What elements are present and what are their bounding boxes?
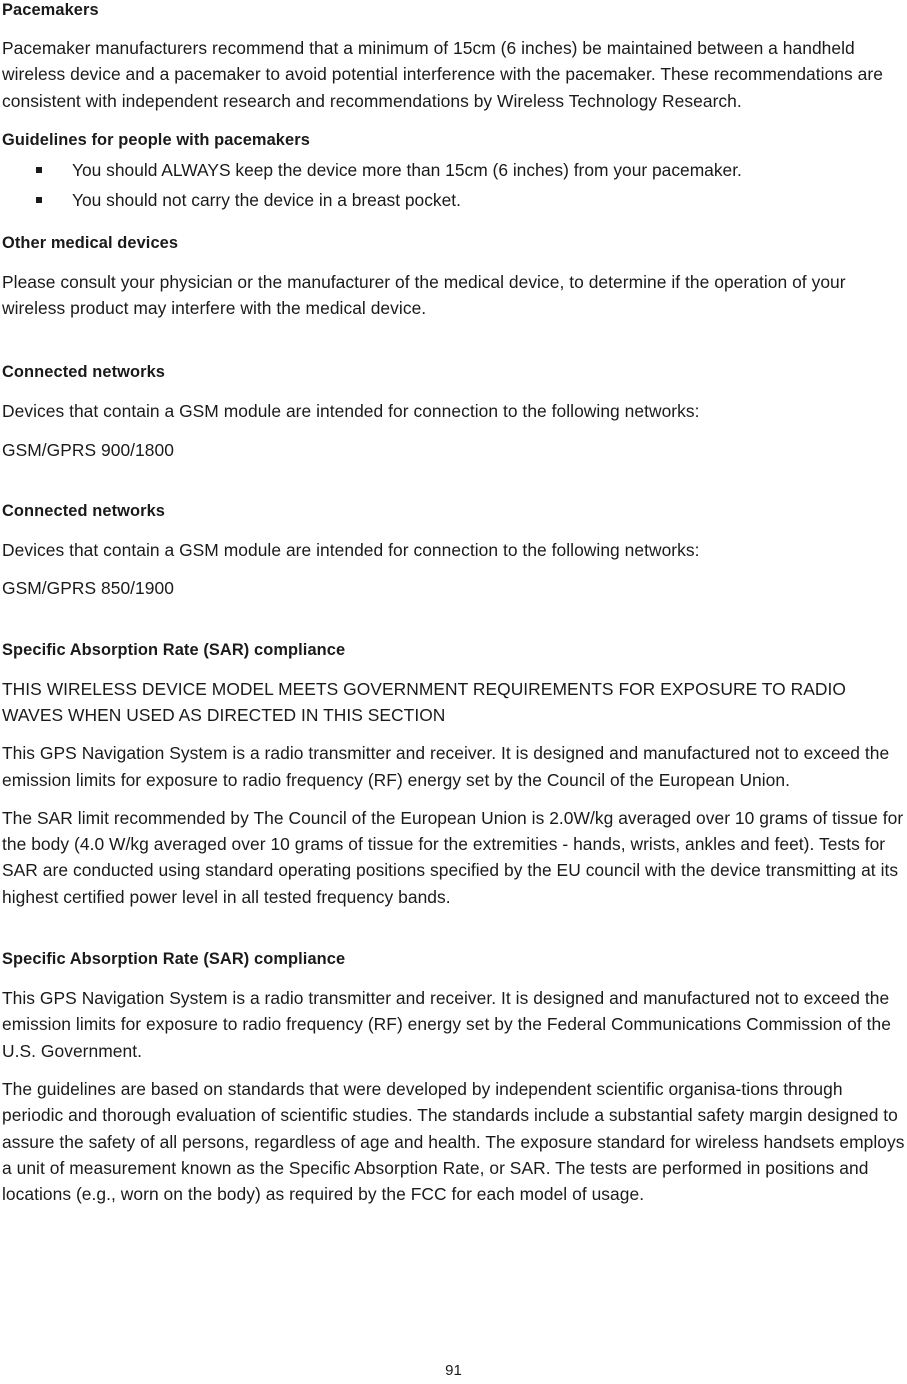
- list-item: [2, 155, 905, 185]
- section-paragraph: Devices that contain a GSM module are intended for connection to the following networks:: [2, 401, 700, 422]
- section-paragraph: The SAR limit recommended by The Council of the European Union is 2.0W/kg averaged over 10 grams of tissue for the body (4.0 W/kg averaged over 10 grams of tissue for the extremities - hands, wrists, ankles and feet). Tests for SAR are conducted using standard operating positions specified by the EU council with the device transmitting at its highest certified power level in all tested frequency bands.: [2, 807, 904, 907]
- section-heading: Guidelines for people with pacemakers: [2, 130, 310, 149]
- list-item-text: You should not carry the device in a breast pocket.: [72, 189, 461, 210]
- page-number: 91: [445, 1362, 462, 1379]
- section-heading: Other medical devices: [2, 233, 179, 252]
- section-guidelines: [2, 130, 905, 215]
- compliance-notice: THIS WIRELESS DEVICE MODEL MEETS GOVERNMENT REQUIREMENTS FOR EXPOSURE TO RADIO WAVES WHEN USED AS DIRECTED IN THIS SECTION: [2, 678, 846, 725]
- section-paragraph: Devices that contain a GSM module are intended for connection to the following networks:: [2, 540, 700, 561]
- section-pacemakers: [2, 0, 905, 114]
- list-item: [2, 185, 905, 215]
- section-heading: Connected networks: [2, 363, 166, 382]
- section-heading: Specific Absorption Rate (SAR) compliance: [2, 640, 346, 659]
- bullet-list: [2, 155, 905, 215]
- bullet-icon: [36, 197, 42, 203]
- network-bands: GSM/GPRS 900/1800: [2, 439, 174, 460]
- section-other-medical: [2, 233, 905, 322]
- section-paragraph: The guidelines are based on standards that were developed by independent scientific organisa-tions through periodic and thorough evaluation of scientific studies. The standards include a substantial safety margin designed to assure the safety of all persons, regardless of age and health. The exposure standard for wireless handsets employs a unit of measurement known as the Specific Absorption Rate, or SAR. The tests are performed in positions and locations (e.g., worn on the body) as required by the FCC for each model of usage.: [2, 1078, 905, 1205]
- section-networks-us: [2, 501, 905, 602]
- section-sar-us: [2, 949, 905, 1207]
- section-heading: Connected networks: [2, 502, 166, 521]
- section-paragraph: This GPS Navigation System is a radio transmitter and receiver. It is designed and manufactured not to exceed the emission limits for exposure to radio frequency (RF) energy set by the Federal Communications Commission of the U.S. Government.: [2, 988, 891, 1061]
- section-heading: Pacemakers: [2, 1, 99, 19]
- network-bands: GSM/GPRS 850/1900: [2, 578, 174, 599]
- bullet-icon: [36, 167, 42, 173]
- list-item-text: You should ALWAYS keep the device more than 15cm (6 inches) from your pacemaker.: [72, 159, 742, 180]
- section-heading: Specific Absorption Rate (SAR) compliance: [2, 950, 346, 969]
- section-paragraph: This GPS Navigation System is a radio transmitter and receiver. It is designed and manufactured not to exceed the emission limits for exposure to radio frequency (RF) energy set by the Council of the European Union.: [2, 743, 890, 790]
- section-paragraph: Pacemaker manufacturers recommend that a minimum of 15cm (6 inches) be maintained between a handheld wireless device and a pacemaker to avoid potential interference with the pacemaker. These recommendations are consistent with independent research and recommendations by Wireless Technology Research.: [2, 38, 883, 111]
- section-sar-eu: [2, 640, 905, 910]
- section-paragraph: Please consult your physician or the manufacturer of the medical device, to determine if the operation of your wireless product may interfere with the medical device.: [2, 271, 846, 319]
- section-networks-eu: [2, 362, 905, 463]
- page-content: [2, 0, 905, 1207]
